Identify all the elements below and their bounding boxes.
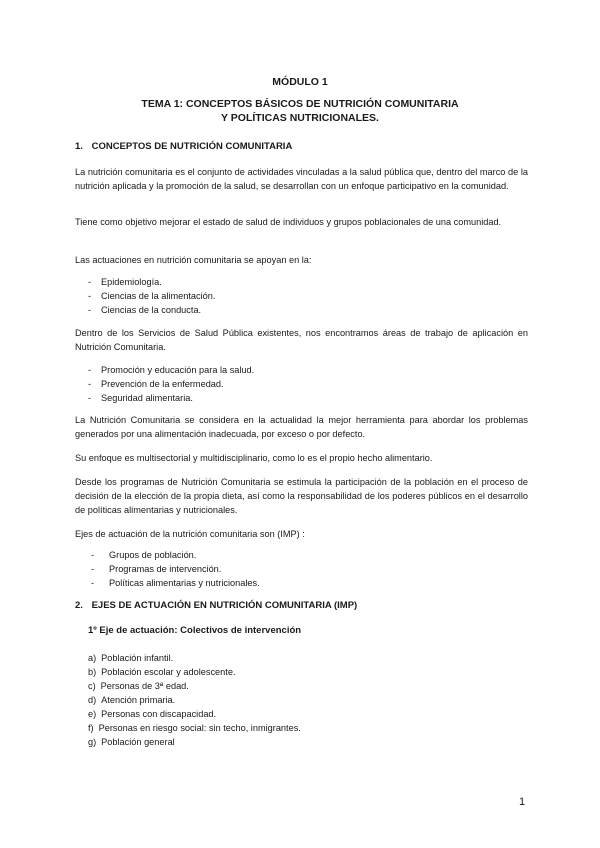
list-item: b) Población escolar y adolescente. [88,667,236,677]
paragraph: Ejes de actuación de la nutrición comunitaria son (IMP) : [75,529,305,539]
paragraph: La nutrición comunitaria es el conjunto de actividades vinculadas a la salud pública que, dentro del marco de la nutrición aplicada y la promoción de la salud, se desarrollan con un enfoque participativo en la comunidad. [75,167,528,191]
list-item: - Grupos de población. [91,550,197,560]
topic-title-line-2: Y POLÍTICAS NUTRICIONALES. [221,112,379,124]
list-item: g) Población general [88,737,175,747]
topic-title-line-1: TEMA 1: CONCEPTOS BÁSICOS DE NUTRICIÓN COMUNITARIA [141,98,459,110]
section-number: 1. [75,141,83,152]
subsection-heading: 1º Eje de actuación: Colectivos de intervención [88,625,302,636]
section-title: EJES DE ACTUACIÓN EN NUTRICIÓN COMUNITARIA (IMP) [91,600,358,611]
list-item: - Ciencias de la alimentación. [88,291,216,301]
list-item: - Epidemiología. [88,277,162,287]
list-item: d) Atención primaria. [88,695,176,705]
list-item: c) Personas de 3ª edad. [88,681,189,691]
paragraph: La Nutrición Comunitaria se considera en la actualidad la mejor herramienta para abordar los problemas generados por una alimentación inadecuada, por exceso o por defecto. [75,415,528,439]
list-item: - Prevención de la enfermedad. [88,379,224,389]
module-title: MÓDULO 1 [272,76,328,88]
list-item: - Ciencias de la conducta. [88,305,202,315]
paragraph: Dentro de los Servicios de Salud Pública existentes, nos encontramos áreas de trabajo de aplicación en Nutrición Comunitaria. [75,328,528,352]
paragraph: Las actuaciones en nutrición comunitaria se apoyan en la: [75,255,312,265]
paragraph: Tiene como objetivo mejorar el estado de salud de individuos y grupos poblacionales de una comunidad. [75,217,502,227]
section-number: 2. [75,600,83,611]
list-item: - Políticas alimentarias y nutricionales. [91,578,260,588]
paragraph: Desde los programas de Nutrición Comunitaria se estimula la participación de la población en el proceso de decisión de la elección de la propia dieta, así como la responsabilidad de los poderes públicos en el desarrollo de políticas alimentarias y nutricionales. [75,477,528,515]
list-item: f) Personas en riesgo social: sin techo, inmigrantes. [88,723,301,733]
list-item: - Programas de intervención. [91,564,222,574]
list-item: - Seguridad alimentaria. [88,393,193,403]
list-item: a) Población infantil. [88,653,174,663]
paragraph: Su enfoque es multisectorial y multidisciplinario, como lo es el propio hecho alimentario. [75,453,433,463]
page-number: 1 [519,796,526,808]
section-title: CONCEPTOS DE NUTRICIÓN COMUNITARIA [91,141,293,152]
section-1-heading [75,141,292,152]
list-item: - Promoción y educación para la salud. [88,365,255,375]
section-2-heading [75,600,357,611]
list-item: e) Personas con discapacidad. [88,709,217,719]
